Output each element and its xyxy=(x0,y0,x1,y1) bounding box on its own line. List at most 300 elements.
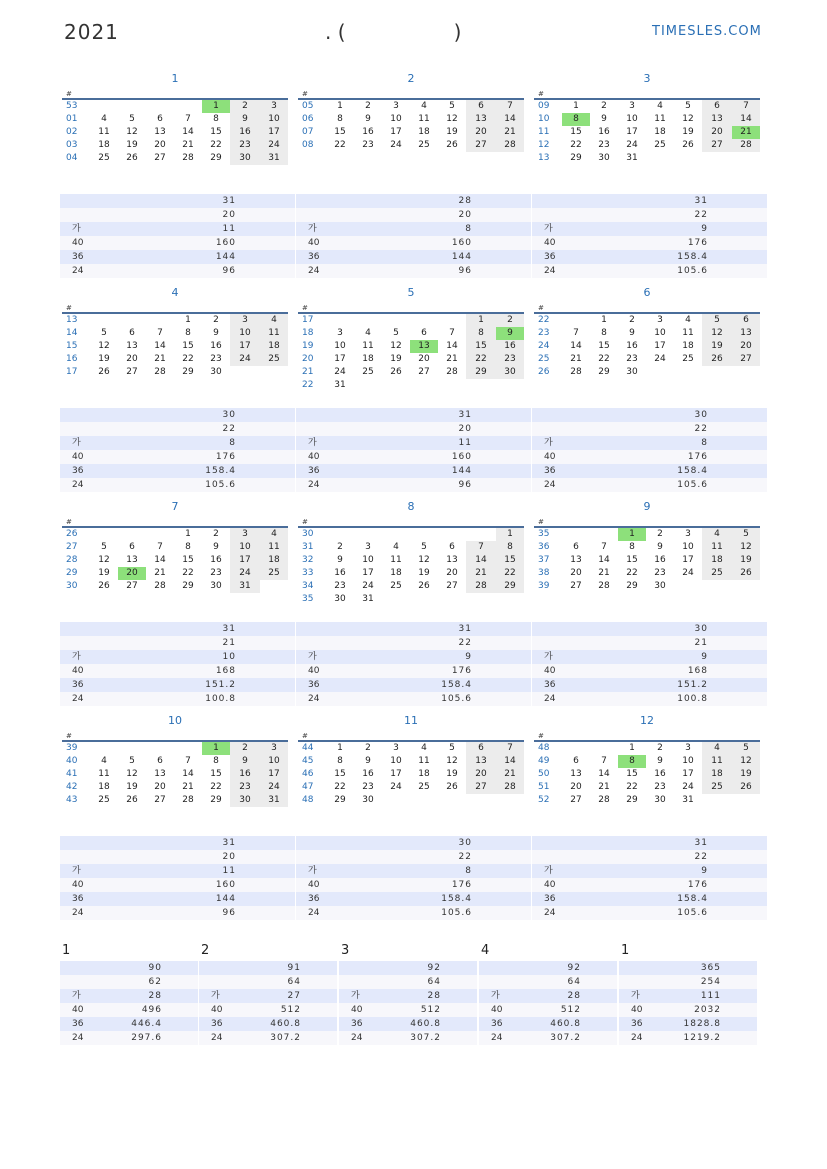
day-cell[interactable] xyxy=(732,794,760,807)
day-cell[interactable]: 27 xyxy=(570,795,582,805)
day-cell[interactable]: 4 xyxy=(685,315,691,325)
day-cell[interactable]: 29 xyxy=(210,153,222,163)
day-cell[interactable]: 11 xyxy=(390,555,402,565)
day-cell[interactable]: 2 xyxy=(629,315,635,325)
day-cell[interactable]: 14 xyxy=(496,755,524,768)
day-cell[interactable]: 20 xyxy=(118,567,146,580)
day-cell[interactable]: 31 xyxy=(682,795,694,805)
day-cell[interactable]: 9 xyxy=(230,113,260,126)
day-cell[interactable] xyxy=(702,580,732,593)
day-cell[interactable]: 29 xyxy=(182,367,194,377)
day-cell[interactable] xyxy=(646,152,674,165)
day-cell[interactable]: 12 xyxy=(446,756,458,766)
day-cell[interactable]: 11 xyxy=(654,114,666,124)
day-cell[interactable] xyxy=(702,366,732,379)
day-cell[interactable]: 11 xyxy=(418,114,430,124)
day-cell[interactable]: 19 xyxy=(446,769,458,779)
day-cell[interactable]: 25 xyxy=(98,795,110,805)
day-cell[interactable]: 31 xyxy=(260,794,288,807)
day-cell[interactable]: 7 xyxy=(157,328,163,338)
day-cell[interactable]: 1 xyxy=(618,528,646,541)
day-cell[interactable]: 16 xyxy=(230,126,260,139)
day-cell[interactable]: 24 xyxy=(230,567,260,580)
day-cell[interactable] xyxy=(590,742,618,755)
day-cell[interactable] xyxy=(118,742,146,755)
day-cell[interactable]: 5 xyxy=(421,542,427,552)
day-cell[interactable]: 2 xyxy=(365,101,371,111)
day-cell[interactable]: 25 xyxy=(418,782,430,792)
day-cell[interactable]: 5 xyxy=(449,743,455,753)
day-cell[interactable]: 16 xyxy=(598,127,610,137)
day-cell[interactable]: 11 xyxy=(362,341,374,351)
day-cell[interactable]: 22 xyxy=(210,140,222,150)
day-cell[interactable]: 3 xyxy=(685,743,691,753)
day-cell[interactable]: 12 xyxy=(418,555,430,565)
day-cell[interactable] xyxy=(382,593,410,606)
day-cell[interactable]: 14 xyxy=(466,554,496,567)
day-cell[interactable]: 22 xyxy=(570,140,582,150)
day-cell[interactable]: 18 xyxy=(418,769,430,779)
day-cell[interactable]: 23 xyxy=(230,139,260,152)
day-cell[interactable] xyxy=(466,593,496,606)
day-cell[interactable] xyxy=(382,379,410,392)
day-cell[interactable]: 2 xyxy=(657,743,663,753)
day-cell[interactable]: 4 xyxy=(421,101,427,111)
day-cell[interactable]: 8 xyxy=(562,113,590,126)
day-cell[interactable]: 14 xyxy=(154,555,166,565)
day-cell[interactable] xyxy=(90,528,118,541)
day-cell[interactable]: 22 xyxy=(210,782,222,792)
day-cell[interactable]: 22 xyxy=(182,568,194,578)
day-cell[interactable] xyxy=(466,379,496,392)
day-cell[interactable]: 8 xyxy=(185,542,191,552)
day-cell[interactable]: 9 xyxy=(657,756,663,766)
day-cell[interactable]: 20 xyxy=(466,768,496,781)
day-cell[interactable]: 3 xyxy=(337,328,343,338)
day-cell[interactable]: 28 xyxy=(466,580,496,593)
day-cell[interactable]: 21 xyxy=(182,140,194,150)
day-cell[interactable]: 23 xyxy=(626,354,638,364)
day-cell[interactable]: 6 xyxy=(129,542,135,552)
day-cell[interactable]: 15 xyxy=(182,555,194,565)
day-cell[interactable]: 1 xyxy=(202,100,230,113)
day-cell[interactable]: 11 xyxy=(98,127,110,137)
day-cell[interactable]: 25 xyxy=(702,567,732,580)
day-cell[interactable]: 5 xyxy=(393,328,399,338)
day-cell[interactable] xyxy=(674,152,702,165)
day-cell[interactable]: 3 xyxy=(230,528,260,541)
day-cell[interactable]: 23 xyxy=(334,581,346,591)
day-cell[interactable]: 25 xyxy=(418,140,430,150)
day-cell[interactable]: 4 xyxy=(101,114,107,124)
day-cell[interactable]: 9 xyxy=(213,328,219,338)
day-cell[interactable]: 25 xyxy=(702,781,732,794)
day-cell[interactable]: 24 xyxy=(682,782,694,792)
day-cell[interactable]: 7 xyxy=(157,542,163,552)
day-cell[interactable]: 15 xyxy=(210,769,222,779)
day-cell[interactable]: 20 xyxy=(570,782,582,792)
day-cell[interactable]: 14 xyxy=(182,769,194,779)
day-cell[interactable] xyxy=(562,528,590,541)
day-cell[interactable]: 4 xyxy=(365,328,371,338)
day-cell[interactable]: 2 xyxy=(337,542,343,552)
day-cell[interactable]: 30 xyxy=(362,795,374,805)
day-cell[interactable]: 9 xyxy=(496,327,524,340)
day-cell[interactable]: 10 xyxy=(362,555,374,565)
day-cell[interactable] xyxy=(438,794,466,807)
day-cell[interactable] xyxy=(230,366,260,379)
day-cell[interactable]: 11 xyxy=(260,327,288,340)
day-cell[interactable]: 12 xyxy=(390,341,402,351)
day-cell[interactable] xyxy=(410,593,438,606)
day-cell[interactable]: 3 xyxy=(393,743,399,753)
day-cell[interactable]: 6 xyxy=(157,756,163,766)
day-cell[interactable] xyxy=(732,580,760,593)
day-cell[interactable]: 8 xyxy=(185,328,191,338)
day-cell[interactable]: 17 xyxy=(682,769,694,779)
day-cell[interactable]: 14 xyxy=(570,341,582,351)
day-cell[interactable]: 22 xyxy=(466,353,496,366)
day-cell[interactable]: 15 xyxy=(466,340,496,353)
day-cell[interactable] xyxy=(410,379,438,392)
day-cell[interactable]: 28 xyxy=(496,781,524,794)
day-cell[interactable]: 17 xyxy=(390,127,402,137)
day-cell[interactable]: 11 xyxy=(682,328,694,338)
day-cell[interactable]: 8 xyxy=(466,327,496,340)
day-cell[interactable]: 3 xyxy=(260,100,288,113)
day-cell[interactable] xyxy=(326,528,354,541)
day-cell[interactable]: 23 xyxy=(654,782,666,792)
day-cell[interactable]: 4 xyxy=(260,528,288,541)
day-cell[interactable]: 12 xyxy=(732,541,760,554)
day-cell[interactable]: 28 xyxy=(598,795,610,805)
day-cell[interactable] xyxy=(438,379,466,392)
day-cell[interactable] xyxy=(146,314,174,327)
day-cell[interactable]: 2 xyxy=(365,743,371,753)
day-cell[interactable]: 23 xyxy=(362,782,374,792)
day-cell[interactable]: 24 xyxy=(654,354,666,364)
day-cell[interactable]: 23 xyxy=(210,354,222,364)
day-cell[interactable]: 20 xyxy=(446,568,458,578)
day-cell[interactable] xyxy=(354,314,382,327)
day-cell[interactable]: 19 xyxy=(682,127,694,137)
day-cell[interactable]: 28 xyxy=(154,581,166,591)
day-cell[interactable] xyxy=(118,100,146,113)
day-cell[interactable] xyxy=(590,528,618,541)
day-cell[interactable]: 21 xyxy=(154,568,166,578)
day-cell[interactable]: 29 xyxy=(466,366,496,379)
day-cell[interactable]: 2 xyxy=(657,529,663,539)
day-cell[interactable]: 17 xyxy=(626,127,638,137)
day-cell[interactable]: 15 xyxy=(626,769,638,779)
day-cell[interactable]: 27 xyxy=(446,581,458,591)
day-cell[interactable]: 23 xyxy=(654,568,666,578)
day-cell[interactable]: 27 xyxy=(466,139,496,152)
day-cell[interactable]: 24 xyxy=(230,353,260,366)
day-cell[interactable]: 3 xyxy=(393,101,399,111)
day-cell[interactable]: 13 xyxy=(732,327,760,340)
day-cell[interactable] xyxy=(90,314,118,327)
day-cell[interactable]: 21 xyxy=(154,354,166,364)
day-cell[interactable]: 29 xyxy=(334,795,346,805)
day-cell[interactable]: 30 xyxy=(598,153,610,163)
day-cell[interactable] xyxy=(410,314,438,327)
day-cell[interactable] xyxy=(90,742,118,755)
day-cell[interactable]: 22 xyxy=(334,140,346,150)
day-cell[interactable]: 26 xyxy=(390,367,402,377)
day-cell[interactable]: 23 xyxy=(230,781,260,794)
day-cell[interactable]: 22 xyxy=(496,567,524,580)
day-cell[interactable]: 16 xyxy=(654,769,666,779)
day-cell[interactable] xyxy=(118,528,146,541)
day-cell[interactable]: 7 xyxy=(185,756,191,766)
day-cell[interactable]: 19 xyxy=(732,554,760,567)
day-cell[interactable]: 29 xyxy=(598,367,610,377)
day-cell[interactable]: 29 xyxy=(626,581,638,591)
day-cell[interactable]: 28 xyxy=(598,581,610,591)
day-cell[interactable]: 3 xyxy=(685,529,691,539)
day-cell[interactable]: 8 xyxy=(337,756,343,766)
day-cell[interactable]: 23 xyxy=(496,353,524,366)
day-cell[interactable]: 21 xyxy=(496,768,524,781)
day-cell[interactable]: 30 xyxy=(626,367,638,377)
day-cell[interactable]: 23 xyxy=(210,568,222,578)
day-cell[interactable] xyxy=(562,742,590,755)
day-cell[interactable]: 1 xyxy=(185,315,191,325)
day-cell[interactable] xyxy=(260,366,288,379)
day-cell[interactable] xyxy=(146,100,174,113)
day-cell[interactable]: 27 xyxy=(466,781,496,794)
day-cell[interactable]: 4 xyxy=(657,101,663,111)
day-cell[interactable]: 27 xyxy=(702,139,732,152)
day-cell[interactable]: 2 xyxy=(496,314,524,327)
day-cell[interactable]: 25 xyxy=(260,353,288,366)
day-cell[interactable] xyxy=(674,580,702,593)
day-cell[interactable]: 5 xyxy=(129,756,135,766)
day-cell[interactable]: 21 xyxy=(598,782,610,792)
day-cell[interactable]: 26 xyxy=(446,140,458,150)
day-cell[interactable]: 7 xyxy=(601,756,607,766)
day-cell[interactable]: 12 xyxy=(98,341,110,351)
day-cell[interactable]: 9 xyxy=(657,542,663,552)
day-cell[interactable]: 20 xyxy=(418,354,430,364)
day-cell[interactable]: 10 xyxy=(654,328,666,338)
day-cell[interactable]: 15 xyxy=(626,555,638,565)
day-cell[interactable]: 9 xyxy=(213,542,219,552)
day-cell[interactable]: 27 xyxy=(570,581,582,591)
day-cell[interactable]: 5 xyxy=(101,542,107,552)
day-cell[interactable]: 24 xyxy=(390,140,402,150)
day-cell[interactable]: 28 xyxy=(570,367,582,377)
day-cell[interactable]: 28 xyxy=(154,367,166,377)
day-cell[interactable]: 17 xyxy=(682,555,694,565)
day-cell[interactable]: 15 xyxy=(598,341,610,351)
day-cell[interactable]: 29 xyxy=(626,795,638,805)
day-cell[interactable]: 8 xyxy=(496,541,524,554)
day-cell[interactable]: 29 xyxy=(182,581,194,591)
day-cell[interactable]: 11 xyxy=(260,541,288,554)
day-cell[interactable]: 20 xyxy=(732,340,760,353)
day-cell[interactable]: 7 xyxy=(732,100,760,113)
day-cell[interactable]: 10 xyxy=(390,756,402,766)
day-cell[interactable]: 14 xyxy=(154,341,166,351)
day-cell[interactable]: 9 xyxy=(365,756,371,766)
day-cell[interactable]: 31 xyxy=(334,380,346,390)
day-cell[interactable]: 4 xyxy=(393,542,399,552)
day-cell[interactable]: 11 xyxy=(702,755,732,768)
day-cell[interactable]: 22 xyxy=(182,354,194,364)
day-cell[interactable] xyxy=(466,794,496,807)
day-cell[interactable]: 23 xyxy=(598,140,610,150)
day-cell[interactable]: 4 xyxy=(702,528,732,541)
day-cell[interactable]: 8 xyxy=(629,542,635,552)
day-cell[interactable] xyxy=(118,314,146,327)
day-cell[interactable]: 1 xyxy=(337,101,343,111)
day-cell[interactable]: 25 xyxy=(682,354,694,364)
day-cell[interactable]: 1 xyxy=(202,742,230,755)
day-cell[interactable]: 8 xyxy=(618,755,646,768)
day-cell[interactable]: 4 xyxy=(101,756,107,766)
day-cell[interactable]: 10 xyxy=(260,113,288,126)
day-cell[interactable]: 27 xyxy=(418,367,430,377)
day-cell[interactable] xyxy=(466,528,496,541)
day-cell[interactable]: 23 xyxy=(362,140,374,150)
day-cell[interactable]: 30 xyxy=(210,581,222,591)
day-cell[interactable]: 2 xyxy=(230,742,260,755)
day-cell[interactable]: 18 xyxy=(702,768,732,781)
day-cell[interactable]: 21 xyxy=(496,126,524,139)
day-cell[interactable]: 31 xyxy=(362,594,374,604)
day-cell[interactable]: 30 xyxy=(496,366,524,379)
day-cell[interactable]: 29 xyxy=(210,795,222,805)
day-cell[interactable]: 5 xyxy=(702,314,732,327)
day-cell[interactable]: 26 xyxy=(446,782,458,792)
day-cell[interactable]: 17 xyxy=(390,769,402,779)
day-cell[interactable] xyxy=(732,366,760,379)
day-cell[interactable]: 12 xyxy=(98,555,110,565)
day-cell[interactable]: 11 xyxy=(702,541,732,554)
day-cell[interactable]: 17 xyxy=(362,568,374,578)
day-cell[interactable]: 6 xyxy=(702,100,732,113)
day-cell[interactable] xyxy=(496,379,524,392)
day-cell[interactable]: 27 xyxy=(732,353,760,366)
day-cell[interactable]: 22 xyxy=(598,354,610,364)
day-cell[interactable]: 6 xyxy=(573,756,579,766)
day-cell[interactable]: 10 xyxy=(260,755,288,768)
day-cell[interactable]: 16 xyxy=(362,127,374,137)
day-cell[interactable]: 6 xyxy=(449,542,455,552)
day-cell[interactable]: 12 xyxy=(126,769,138,779)
day-cell[interactable]: 22 xyxy=(626,782,638,792)
day-cell[interactable]: 21 xyxy=(182,782,194,792)
day-cell[interactable]: 17 xyxy=(334,354,346,364)
day-cell[interactable]: 8 xyxy=(213,114,219,124)
day-cell[interactable]: 10 xyxy=(230,541,260,554)
day-cell[interactable]: 12 xyxy=(682,114,694,124)
day-cell[interactable]: 1 xyxy=(466,314,496,327)
day-cell[interactable] xyxy=(382,314,410,327)
day-cell[interactable]: 20 xyxy=(126,354,138,364)
day-cell[interactable]: 16 xyxy=(362,769,374,779)
day-cell[interactable]: 7 xyxy=(466,541,496,554)
day-cell[interactable]: 9 xyxy=(337,555,343,565)
day-cell[interactable]: 26 xyxy=(418,581,430,591)
day-cell[interactable]: 19 xyxy=(702,340,732,353)
day-cell[interactable]: 17 xyxy=(230,554,260,567)
day-cell[interactable]: 1 xyxy=(337,743,343,753)
day-cell[interactable]: 18 xyxy=(654,127,666,137)
day-cell[interactable]: 20 xyxy=(466,126,496,139)
day-cell[interactable]: 7 xyxy=(496,742,524,755)
day-cell[interactable]: 24 xyxy=(260,139,288,152)
day-cell[interactable]: 24 xyxy=(260,781,288,794)
day-cell[interactable]: 12 xyxy=(732,755,760,768)
day-cell[interactable]: 26 xyxy=(732,567,760,580)
day-cell[interactable]: 2 xyxy=(230,100,260,113)
day-cell[interactable]: 19 xyxy=(446,127,458,137)
day-cell[interactable]: 25 xyxy=(654,140,666,150)
day-cell[interactable]: 13 xyxy=(466,113,496,126)
day-cell[interactable]: 21 xyxy=(598,568,610,578)
day-cell[interactable]: 27 xyxy=(126,367,138,377)
day-cell[interactable] xyxy=(174,100,202,113)
day-cell[interactable]: 20 xyxy=(154,782,166,792)
day-cell[interactable]: 18 xyxy=(390,568,402,578)
day-cell[interactable] xyxy=(438,314,466,327)
day-cell[interactable]: 16 xyxy=(210,555,222,565)
day-cell[interactable] xyxy=(90,100,118,113)
day-cell[interactable] xyxy=(702,152,732,165)
day-cell[interactable]: 26 xyxy=(98,581,110,591)
day-cell[interactable]: 13 xyxy=(446,555,458,565)
day-cell[interactable] xyxy=(260,580,288,593)
day-cell[interactable]: 16 xyxy=(654,555,666,565)
day-cell[interactable]: 24 xyxy=(390,782,402,792)
day-cell[interactable]: 11 xyxy=(418,756,430,766)
day-cell[interactable]: 28 xyxy=(446,367,458,377)
day-cell[interactable]: 24 xyxy=(626,140,638,150)
day-cell[interactable]: 18 xyxy=(260,554,288,567)
day-cell[interactable] xyxy=(382,794,410,807)
day-cell[interactable]: 30 xyxy=(210,367,222,377)
day-cell[interactable]: 15 xyxy=(334,769,346,779)
day-cell[interactable]: 14 xyxy=(598,555,610,565)
day-cell[interactable]: 1 xyxy=(496,528,524,541)
day-cell[interactable]: 17 xyxy=(654,341,666,351)
day-cell[interactable]: 24 xyxy=(682,568,694,578)
day-cell[interactable]: 3 xyxy=(657,315,663,325)
day-cell[interactable]: 19 xyxy=(732,768,760,781)
day-cell[interactable]: 19 xyxy=(98,354,110,364)
day-cell[interactable]: 15 xyxy=(570,127,582,137)
day-cell[interactable]: 17 xyxy=(260,768,288,781)
day-cell[interactable]: 9 xyxy=(230,755,260,768)
day-cell[interactable]: 10 xyxy=(682,756,694,766)
day-cell[interactable]: 27 xyxy=(126,581,138,591)
day-cell[interactable]: 19 xyxy=(390,354,402,364)
day-cell[interactable]: 5 xyxy=(129,114,135,124)
day-cell[interactable]: 7 xyxy=(185,114,191,124)
day-cell[interactable]: 19 xyxy=(126,140,138,150)
day-cell[interactable]: 17 xyxy=(230,340,260,353)
day-cell[interactable]: 17 xyxy=(260,126,288,139)
day-cell[interactable]: 25 xyxy=(98,153,110,163)
day-cell[interactable]: 6 xyxy=(129,328,135,338)
day-cell[interactable]: 10 xyxy=(390,114,402,124)
day-cell[interactable] xyxy=(438,593,466,606)
day-cell[interactable]: 10 xyxy=(682,542,694,552)
day-cell[interactable]: 6 xyxy=(732,314,760,327)
